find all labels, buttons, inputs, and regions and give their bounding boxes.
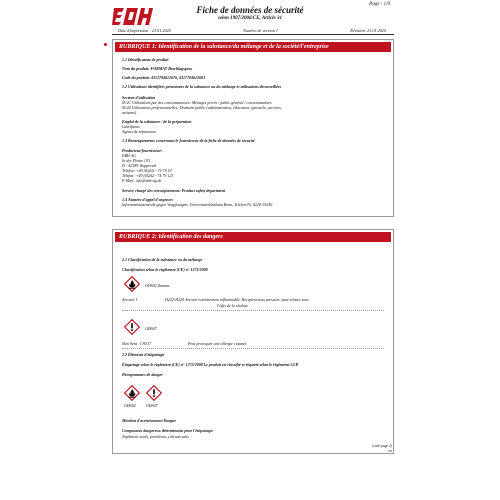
dotted-separator [122, 310, 384, 311]
s14-heading: 1.4 Numéro d'appel d'urgence: [122, 197, 174, 202]
flame-icon [124, 385, 140, 401]
service-line: Service chargé des renseignements: Product safety department [122, 188, 226, 193]
s13-heading: 1.3 Renseignements concernant le fournisseur de la fiche de données de sécurité [122, 138, 255, 143]
header-rule [112, 34, 394, 35]
section-1-heading: RUBRIQUE 1: Identification de la substance/du mélange et de la société/l'entreprise [115, 42, 391, 52]
use-release-agents: Agents de séparation [122, 129, 156, 134]
print-date: Date d'impression : 23.01.2020 [118, 28, 171, 33]
skin-statement: Peut provoquer une allergie cutanée. [188, 341, 248, 346]
document-meta [118, 28, 386, 33]
producer-line: D - 42389 Wuppertal [122, 163, 156, 168]
sectors-title: Secteur d'utilisation [122, 95, 156, 100]
s21-heading: 2.1 Classification de la substance ou du mélange [122, 257, 203, 262]
su22-line-cont: artisans) [122, 110, 137, 115]
product-code: Code du produit: 4317784612676, 4317784612683 [122, 75, 206, 80]
margin-marker [104, 43, 107, 46]
skin-category: Skin Sens. 1 H317 [122, 341, 152, 346]
producer-title: Producteur/fournisseur: [122, 148, 163, 153]
labelling-line: Étiquetage selon le règlement (CE) n° 1272/2008 Le produit est classifié et étiqueté selon le règlement CLP. [122, 362, 299, 367]
su22-line: SU22 Utilisations professionnelles: Domaine public (administration, éducation, spectacle, services, [122, 105, 282, 110]
producer-line: EBH AG [122, 153, 137, 158]
classification-title: Classification selon le règlement (CE) n° 1272/2008 [122, 267, 208, 272]
page-number: Page : 1/9 [369, 2, 390, 7]
aerosol-category: Aerosol 1 [122, 297, 138, 302]
ghs02-label: GHS02 flamme [145, 283, 170, 288]
pictograms-title: Pictogrammes de danger [122, 372, 163, 377]
s11-heading: 1.1 Identificateur de produit [122, 57, 169, 62]
exclamation-icon [146, 385, 162, 401]
pictogram-label-ghs07: GHS07 [146, 403, 158, 408]
signal-word: Mention d'avertissement Danger [122, 418, 177, 423]
emergency-line: Informationszentrale gegen Vergiftungen, Universitätsklinikum Bonn, Telefon-Nr. 0228-19240 [122, 202, 273, 207]
dotted-separator [122, 348, 384, 349]
version-number: Numéro de version 1 [243, 28, 278, 33]
producer-line: Telefax: +49 (0)202 - 74 79 123 [122, 173, 174, 178]
s12-heading: 1.2 Utilisations identifiées pertinentes de la substance ou du mélange et utilisations déconseillées [122, 84, 282, 89]
producer-line: Telefon: +49 (0)202 - 74 79 10 [122, 168, 172, 173]
aerosol-statement: H222-H229 Aérosol extrêmement inflammable. Récipient sous pression: peut éclater sous [165, 297, 309, 302]
components-title: Composants dangereux déterminants pour l'étiquetage: [122, 428, 214, 433]
components-list: Naphtenic acids, petroleum, calcium salts [122, 434, 189, 439]
producer-line: In der Fleute 153 [122, 158, 150, 163]
document-title: Fiche de données de sécurité [196, 5, 304, 15]
pictogram-label-ghs02: GHS02 [124, 403, 136, 408]
flame-icon [124, 276, 140, 292]
section-2-heading: RUBRIQUE 2: Identification des dangers [115, 232, 391, 242]
producer-email[interactable]: E-Mail: info@ebh-ag.de [122, 178, 162, 183]
document-subtitle: selon 1907/2006/CE, Article 31 [218, 16, 282, 21]
exclamation-icon [124, 319, 140, 335]
revision-date: Révision: 23.01.2020 [350, 28, 386, 33]
su21-line: SU21 Utilisations par des consommateurs: Ménages privés / public général / consommateurs [122, 100, 272, 105]
use-lubricants: Lubrifiants [122, 124, 140, 129]
continued-note: (suite page 2) [372, 444, 392, 448]
use-title: Emploi de la substance / de la préparation [122, 119, 192, 124]
ghs07-label: GHS07 [145, 326, 157, 331]
page-code: FR [388, 449, 392, 453]
s22-heading: 2.2 Éléments d'étiquetage [122, 352, 165, 357]
product-name: Nom du produit: FORMAT Beschlagspray [122, 66, 193, 71]
aerosol-statement-cont: l'effet de la chaleur. [217, 303, 249, 308]
